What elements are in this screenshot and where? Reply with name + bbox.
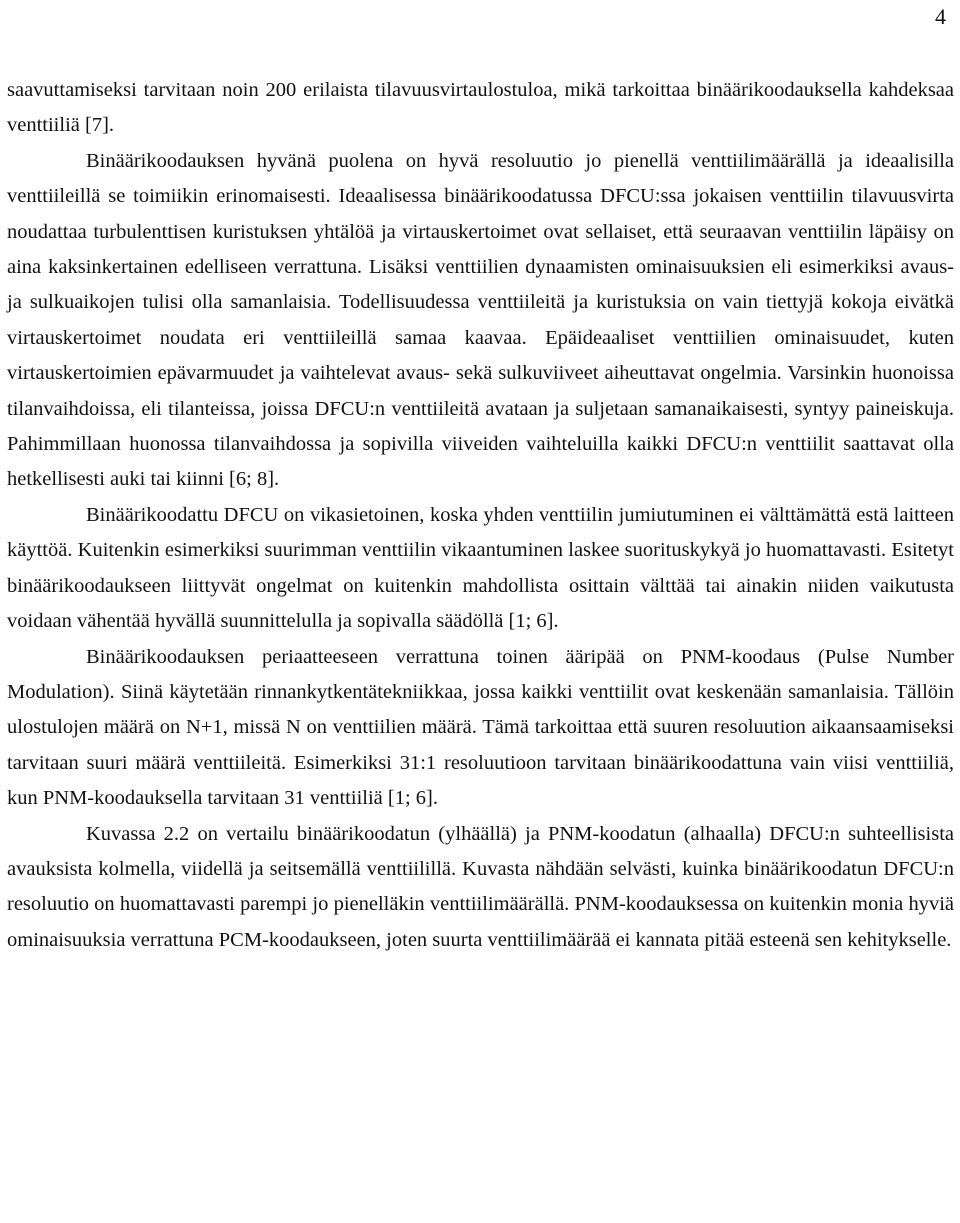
paragraph-continuation: saavuttamiseksi tarvitaan noin 200 erilaista tilavuusvirtaulostuloa, mikä tarkoittaa binäärikoodauksella kahdeksaa venttiiliä [7]. [7,79,954,137]
document-body [7,73,954,958]
paragraph-figure-comparison: Kuvassa 2.2 on vertailu binäärikoodatun (ylhäällä) ja PNM-koodatun (alhaalla) DFCU:n suhteellisista avauksista kolmella, viidellä ja seitsemällä venttiilillä. Kuvasta nähdään selvästi, kuinka binäärikoodatun DFCU:n resoluutio on huomattavasti parempi jo pienelläkin venttiilimäärällä. PNM-koodauksessa on kuitenkin monia hyviä ominaisuuksia verrattuna PCM-koodaukseen, joten suurta venttiilimäärää ei kannata pitää esteenä sen kehitykselle. [7,822,954,951]
paragraph-fault-tolerance: Binäärikoodattu DFCU on vikasietoinen, koska yhden venttiilin jumiutuminen ei välttämättä estä laitteen käyttöä. Kuitenkin esimerkiksi suurimman venttiilin vikaantuminen laskee suorituskykyä jo huomattavasti. Esitetyt binäärikoodaukseen liittyvät ongelmat on kuitenkin mahdollista osittain välttää tai ainakin niiden vaikutusta voidaan vähentää hyvällä suunnittelulla ja sopivalla säädöllä [1; 6]. [7,503,954,633]
paragraph-pnm-coding: Binäärikoodauksen periaatteeseen verrattuna toinen ääripää on PNM-koodaus (Pulse Number Modulation). Siinä käytetään rinnankytkentätekniikkaa, jossa kaikki venttiilit ovat keskenään samanlaisia. Tällöin ulostulojen määrä on N+1, missä N on venttiilien määrä. Tämä tarkoittaa että suuren resoluution aikaansaamiseksi tarvitaan suuri määrä venttiileitä. Esimerkiksi 31:1 resoluutioon tarvitaan binäärikoodattuna vain viisi venttiiliä, kun PNM-koodauksella tarvitaan 31 venttiiliä [1; 6]. [7,645,954,810]
page-number: 4 [935,4,946,29]
paragraph-binary-coding-advantages: Binäärikoodauksen hyvänä puolena on hyvä resoluutio jo pienellä venttiilimäärällä ja ideaalisilla venttiileillä se toimiikin erinomaisesti. Ideaalisessa binäärikoodatussa DFCU:ssa jokaisen venttiilin tilavuusvirta noudattaa turbulenttisen kuristuksen yhtälöä ja virtauskertoimet ovat sellaiset, että seuraavan venttiilin läpäisy on aina kaksinkertainen edelliseen verrattuna. Lisäksi venttiilien dynaamisten ominaisuuksien eli esimerkiksi avaus- ja sulkuaikojen tulisi olla samanlaisia. Todellisuudessa venttiileitä ja kuristuksia on vain tiettyjä kokoja eivätkä virtauskertoimet noudata eri venttiileillä samaa kaavaa. Epäideaaliset venttiilien ominaisuudet, kuten virtauskertoimien epävarmuudet ja vaihtelevat avaus- sekä sulkuviiveet aiheuttavat ongelmia. Varsinkin huonoissa tilanvaihdoissa, eli tilanteissa, joissa DFCU:n venttiileitä avataan ja suljetaan samanaikaisesti, syntyy paineiskuja. Pahimmillaan huonossa tilanvaihdossa ja sopivilla viiveiden vaihteluilla kaikki DFCU:n venttiilit saattavat olla hetkellisesti auki tai kiinni [6; 8]. [7,149,954,491]
